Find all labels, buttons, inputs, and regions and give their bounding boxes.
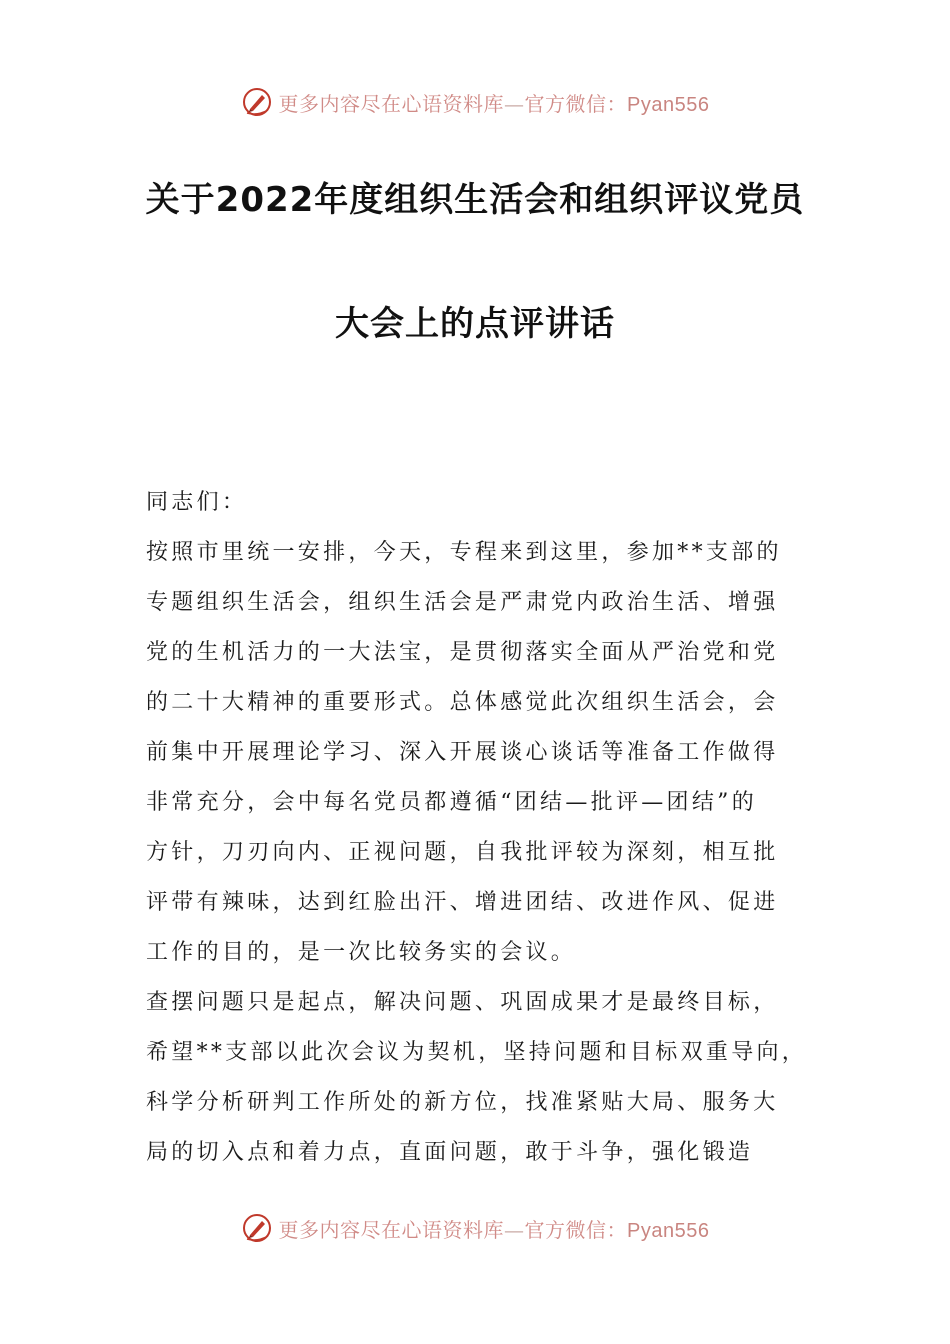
pen-logo-icon [241,1212,273,1244]
document-body [146,478,810,1178]
salutation: 同志们： [146,490,248,515]
paragraph-line: 科学分析研判工作所处的新方位，找准紧贴大局、服务大 [146,1090,779,1115]
paragraph-line: 评带有辣味，达到红脸出汗、增进团结、改进作风、促进 [146,890,779,915]
watermark-text: 更多内容尽在心语资料库—官方微信：Pyan556 [278,91,710,116]
document-title-line-2: 大会上的点评讲话 [335,304,615,344]
paragraph-line: 的二十大精神的重要形式。总体感觉此次组织生活会，会 [146,690,779,715]
header-watermark [0,84,950,120]
paragraph-line: 查摆问题只是起点，解决问题、巩固成果才是最终目标， [146,990,779,1015]
paragraph-line: 希望**支部以此次会议为契机，坚持问题和目标双重导向， [146,1040,808,1065]
paragraph-line: 前集中开展理论学习、深入开展谈心谈话等准备工作做得 [146,740,779,765]
paragraph-line: 党的生机活力的一大法宝，是贯彻落实全面从严治党和党 [146,640,779,665]
paragraph-line: 按照市里统一安排，今天，专程来到这里，参加**支部的 [146,540,782,565]
footer-watermark [0,1210,950,1246]
paragraph-line: 非常充分，会中每名党员都遵循“团结—批评—团结”的 [146,790,757,815]
paragraph-line: 专题组织生活会，组织生活会是严肃党内政治生活、增强 [146,590,779,615]
paragraph-line: 局的切入点和着力点，直面问题，敢于斗争，强化锻造 [146,1140,754,1165]
pen-logo-icon [241,86,273,118]
document-title-line-1: 关于2022年度组织生活会和组织评议党员 [145,180,805,220]
paragraph-line: 工作的目的，是一次比较务实的会议。 [146,940,577,965]
paragraph-line: 方针，刀刃向内、正视问题，自我批评较为深刻，相互批 [146,840,779,865]
watermark-text: 更多内容尽在心语资料库—官方微信：Pyan556 [278,1217,710,1242]
